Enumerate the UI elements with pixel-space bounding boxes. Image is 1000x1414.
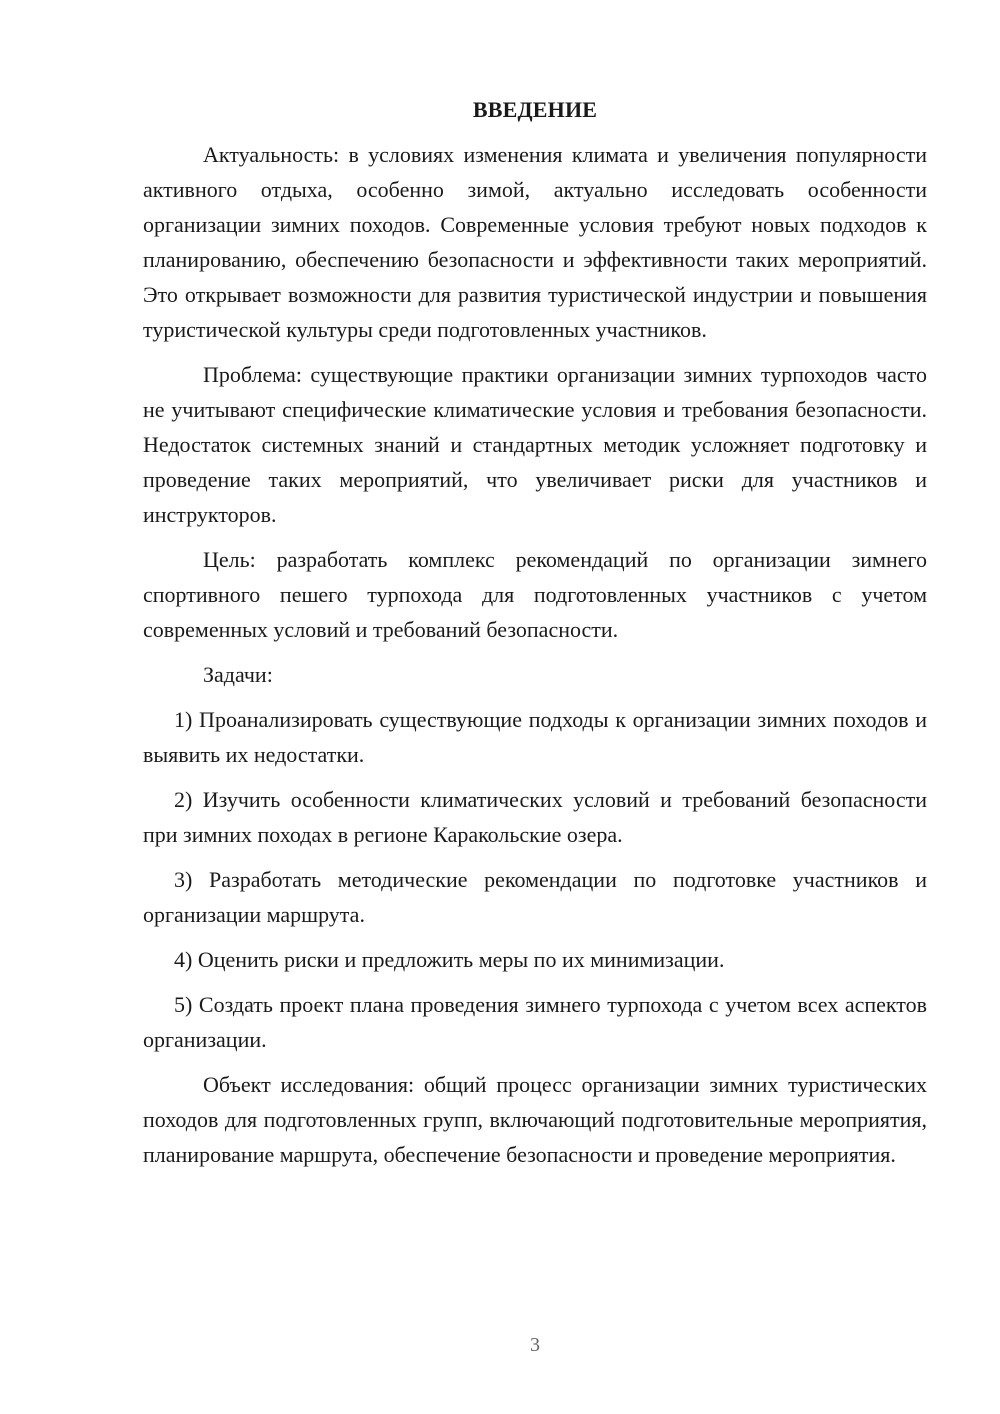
task-item: 5) Создать проект плана проведения зимнего турпохода с учетом всех аспектов организации. — [143, 992, 927, 1052]
section-title: ВВЕДЕНИЕ — [472, 97, 598, 122]
task-item: 3) Разработать методические рекомендации по подготовке участников и организации маршрута. — [143, 867, 927, 927]
tasks-heading: Задачи: — [203, 662, 273, 687]
paragraph-object: Объект исследования: общий процесс организации зимних туристических походов для подготовленных групп, включающий подготовительные мероприятия, планирование маршрута, обеспечение безопасности и проведение мероприятия. — [143, 1072, 927, 1167]
task-item: 1) Проанализировать существующие подходы к организации зимних походов и выявить их недостатки. — [143, 707, 927, 767]
paragraph-problem: Проблема: существующие практики организации зимних турпоходов часто не учитывают специфические климатические условия и требования безопасности. Недостаток системных знаний и стандартных методик усложняет подготовку и проведение таких мероприятий, что увеличивает риски для участников и инструкторов. — [143, 362, 927, 527]
paragraph-relevance: Актуальность: в условиях изменения климата и увеличения популярности активного отдыха, особенно зимой, актуально исследовать особенности организации зимних походов. Современные условия требуют новых подходов к планированию, обеспечению безопасности и эффективности таких мероприятий. Это открывает возможности для развития туристической индустрии и повышения туристической культуры среди подготовленных участников. — [143, 142, 927, 342]
document-page — [143, 95, 927, 1182]
tasks-list — [143, 702, 927, 1057]
task-item: 4) Оценить риски и предложить меры по их минимизации. — [174, 947, 725, 972]
paragraph-goal: Цель: разработать комплекс рекомендаций по организации зимнего спортивного пешего турпохода для подготовленных участников с учетом современных условий и требований безопасности. — [143, 547, 927, 642]
page-number — [35, 1334, 1000, 1357]
page-number-label: 3 — [530, 1334, 540, 1356]
task-item: 2) Изучить особенности климатических условий и требований безопасности при зимних походах в регионе Каракольские озера. — [143, 787, 927, 847]
